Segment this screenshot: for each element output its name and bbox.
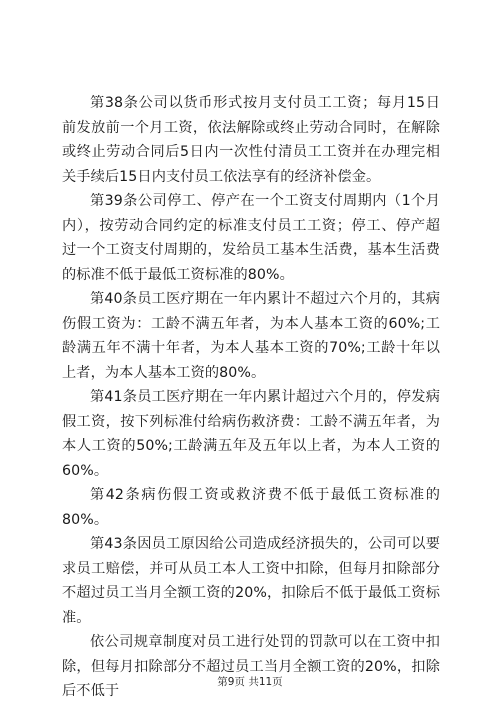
paragraph-article-38: 第38条公司以货币形式按月支付员工工资；每月15日前发放前一个月工资，依法解除或终止劳动合同时，在解除或终止劳动合同后5日内一次性付清员工工资并在办理完相关手续后15日内支付员工依法享有的经济补偿金。 [62, 95, 440, 185]
document-body [62, 91, 440, 704]
paragraph-article-42: 第42条病伤假工资或救济费不低于最低工资标准的80%。 [62, 487, 440, 528]
paragraph-article-39: 第39条公司停工、停产在一个工资支付周期内（1个月内），按劳动合同约定的标准支付员工工资；停工、停产超过一个工资支付周期的，发给员工基本生活费，基本生活费的标准不低于最低工资标准的80%。 [62, 193, 440, 283]
paragraph-article-41: 第41条员工医疗期在一年内累计超过六个月的，停发病假工资，按下列标准付给病伤救济费：工龄不满五年者，为本人工资的50%;工龄满五年及五年以上者，为本人工资的60%。 [62, 389, 440, 479]
paragraph-penalty-deduction: 依公司规章制度对员工进行处罚的罚款可以在工资中扣除，但每月扣除部分不超过员工当月全额工资的20%，扣除后不低于 [62, 634, 440, 699]
paragraph-article-40: 第40条员工医疗期在一年内累计不超过六个月的，其病伤假工资为：工龄不满五年者，为本人基本工资的60%;工龄满五年不满十年者，为本人基本工资的70%;工龄十年以上者，为本人基本工资的80%。 [62, 291, 440, 381]
page-footer: 第9页 共11页 [217, 676, 283, 688]
paragraph-article-43: 第43条因员工原因给公司造成经济损失的，公司可以要求员工赔偿，并可从员工本人工资中扣除，但每月扣除部分不超过员工当月全额工资的20%，扣除后不低于最低工资标准。 [62, 536, 440, 626]
